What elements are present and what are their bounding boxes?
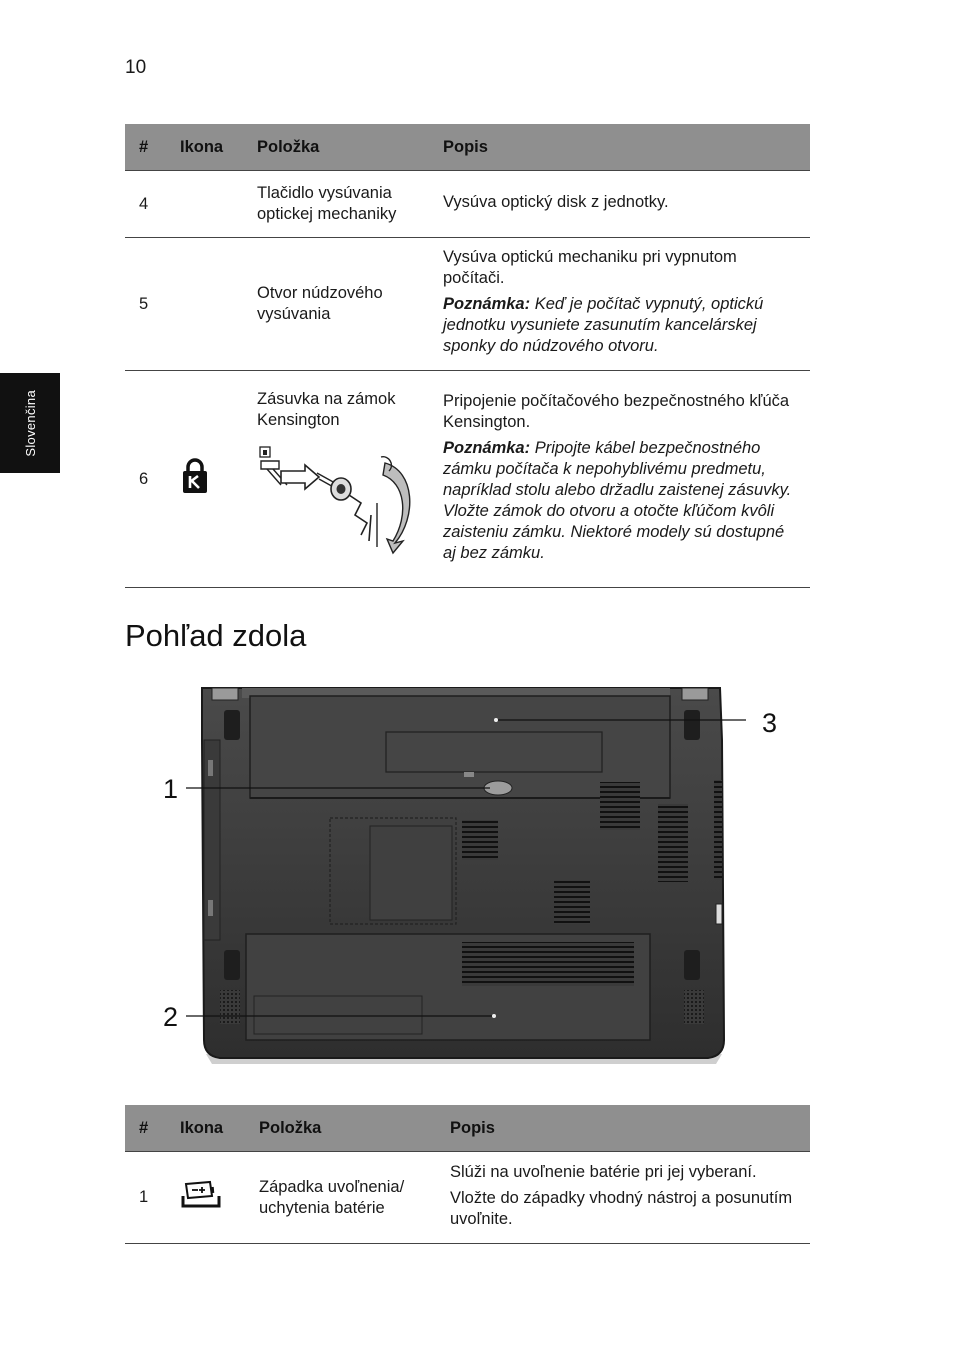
- ports-table: [125, 124, 810, 588]
- page-number: 10: [125, 57, 147, 78]
- row-icon: [166, 371, 243, 588]
- row-num: 1: [125, 1152, 166, 1244]
- row-num: 5: [125, 238, 166, 371]
- laptop-bottom-view-illustration: [150, 680, 790, 1080]
- row-note: [443, 438, 800, 564]
- row-desc: [436, 1152, 810, 1244]
- row-desc: [429, 171, 810, 238]
- table-row: [125, 1152, 810, 1244]
- language-side-tab: [0, 373, 60, 473]
- header-item: Položka: [245, 1105, 436, 1152]
- note-text: Pripojte kábel bezpečnostného zámku počítača k nepohyblivému predmetu, napríklad stolu alebo držadlu zaistenej zásuvky. Vložte zámok do otvoru a otočte kľúčom kvôli zaisteniu zámku. Niektoré modely sú dostupné aj bez zámku.: [443, 438, 792, 562]
- row-num: 4: [125, 171, 166, 238]
- row-desc: [429, 238, 810, 371]
- kensington-lock-icon: [180, 457, 210, 495]
- callout-1: 1: [163, 774, 179, 804]
- kensington-lock-illustration: [257, 443, 417, 555]
- note-label: Poznámka:: [443, 438, 531, 457]
- header-desc: Popis: [436, 1105, 810, 1152]
- note-text: Keď je počítač vypnutý, optickú jednotku vysuniete zasunutím kancelárskej sponky do núdzového otvoru.: [443, 295, 764, 355]
- table-header-row: [125, 124, 810, 171]
- header-item: Položka: [243, 124, 429, 171]
- section-title: Pohľad zdola: [125, 618, 307, 653]
- header-desc: Popis: [429, 124, 810, 171]
- row-note: [443, 294, 800, 357]
- header-num: #: [125, 1105, 166, 1152]
- row-icon: [166, 238, 243, 371]
- language-label: Slovenčina: [22, 389, 38, 457]
- note-label: Poznámka:: [443, 295, 531, 313]
- bottom-view-table: [125, 1105, 810, 1244]
- callout-3: 3: [762, 708, 778, 738]
- header-num: #: [125, 124, 166, 171]
- table-row: [125, 238, 810, 371]
- row-desc-text: Vysúva optickú mechaniku pri vypnutom počítači.: [443, 248, 737, 287]
- row-item: Tlačidlo vysúvania optickej mechaniky: [243, 171, 429, 238]
- row-desc-text: Slúži na uvoľnenie batérie pri jej vyberaní.: [450, 1162, 757, 1181]
- row-item: Západka uvoľnenia/ uchytenia batérie: [245, 1152, 436, 1244]
- row-num: 6: [125, 371, 166, 588]
- row-desc-text: Vysúva optický disk z jednotky.: [443, 192, 669, 211]
- row-desc-text: Pripojenie počítačového bezpečnostného kľúča Kensington.: [443, 391, 790, 431]
- header-icon: Ikona: [166, 124, 243, 171]
- row-icon: [166, 171, 243, 238]
- row-item-text: Zásuvka na zámok Kensington: [257, 390, 396, 429]
- row-item: Otvor núdzového vysúvania: [243, 238, 429, 371]
- row-icon: [166, 1152, 245, 1244]
- row-item: [243, 371, 429, 588]
- callout-2: 2: [163, 1002, 179, 1032]
- table-row: [125, 371, 810, 588]
- row-desc: [429, 371, 810, 588]
- table-row: [125, 171, 810, 238]
- header-icon: Ikona: [166, 1105, 245, 1152]
- table-header-row: [125, 1105, 810, 1152]
- battery-release-icon: [180, 1180, 222, 1210]
- row-desc-text-2: Vložte do západky vhodný nástroj a posunutím uvoľnite.: [450, 1188, 793, 1228]
